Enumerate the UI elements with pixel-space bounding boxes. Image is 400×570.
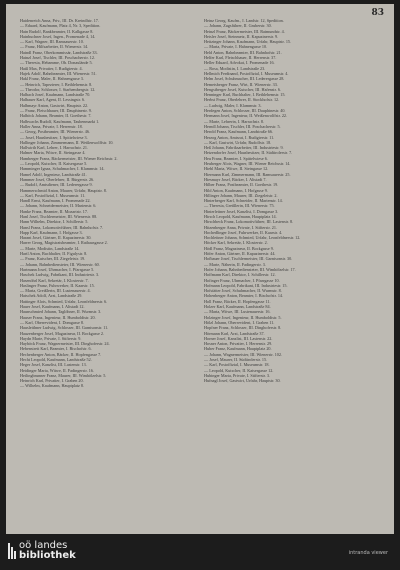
directory-entry: Hofstätter Josef, Schuhmacher, II. Wurmstr. 8. bbox=[204, 288, 282, 294]
directory-entry: — Johann, Schneidermeister, II. Marienstr. 6. bbox=[20, 203, 97, 209]
directory-entry: Helfer Karl, Fleischhauer, II. Herrenstr. 37. bbox=[204, 55, 277, 61]
directory-entry: Handl Ernst, Kaufmann, I. Promenade 22. bbox=[20, 198, 91, 204]
directory-entry: — Karl, Gastwirt, Urfahr, Rudolfstr. 18. bbox=[204, 139, 272, 145]
directory-entry: Haindl Franz, Oberkommissär, Landstraße 33. bbox=[20, 49, 98, 55]
directory-entry: — Josef, Maurer, II. Südtirolerstr. 15. bbox=[204, 357, 268, 362]
directory-entry: Hausleithner Ludwig, Schlosser, III. Garnisonstr. 11. bbox=[20, 325, 109, 331]
directory-entry: Hauer Josef, Kaufmann, I. Altstadt 12. bbox=[20, 304, 85, 310]
library-logo-icon bbox=[8, 541, 16, 561]
directory-entry: Hanl Josef, Tischlermeister, III. Wienerstr. 88. bbox=[20, 213, 98, 219]
right-column bbox=[204, 18, 384, 383]
viewer-credit[interactable]: intranda viewer bbox=[348, 550, 388, 556]
directory-entry: — Josef, Hausbesitzer, I. Spittelwiese 3. bbox=[20, 134, 88, 140]
directory-entry: Hammer Josef, Oberlehrer, II. Bürgerstr. 26. bbox=[20, 176, 95, 182]
directory-entry: — Georg, Postbeamter, III. Wienerstr. 46. bbox=[20, 129, 90, 135]
directory-entry: Hitzenberger Anna, Private, I. Stifterstr. 21. bbox=[204, 224, 277, 230]
directory-entry: Hubinger Maria, Private, I. Stifterstr. 3. bbox=[204, 372, 271, 378]
directory-entry: — Theresia, Greißlerin, III. Wienerstr. 75. bbox=[204, 203, 275, 209]
directory-entry: — Johann, Wagnermeister, III. Wienerstr. 102. bbox=[204, 351, 283, 357]
directory-entry: — Maria, Witwe, III. Lustenauerstr. 16. bbox=[204, 309, 271, 315]
directory-entry: — Marie, Näherin, II. Fadingerstr. 3. bbox=[204, 261, 266, 267]
directory-entry: Höfer Anton, Gärtner, II. Kapuzinerstr. 44. bbox=[204, 251, 276, 257]
directory-entry: Hufnagl Josef, Gastwirt, Urfahr, Hauptstr. 30. bbox=[204, 378, 281, 384]
page-number: 83 bbox=[371, 8, 384, 18]
directory-entry: Halbauer Karl, Agent, II. Lessingstr. 6. bbox=[20, 97, 86, 103]
directory-entry: Hiesmayr Josef, Bäcker, I. Altstadt 7. bbox=[204, 176, 267, 182]
directory-entry: — Karl, Postoffizial, I. Museumstr. 11. bbox=[20, 192, 86, 198]
directory-entry: Haller Anna, Private, I. Herrenstr. 18. bbox=[20, 123, 83, 129]
directory-entry: Held Anton, Bahnbeamter, III. Bahnhofstr. 21. bbox=[204, 49, 282, 55]
directory-entry: Hasenöhrl Karl, Sekretär, I. Klosterstr. 7. bbox=[20, 277, 89, 283]
logo-line-1: oö landes bbox=[19, 540, 68, 551]
directory-entry: — Wilhelm, Kaufmann, Hauptplatz 8. bbox=[20, 383, 85, 389]
left-column bbox=[20, 18, 200, 389]
directory-entry: Hallwirth Karl, Lehrer, I. Harrachstr. 21. bbox=[20, 145, 88, 151]
directory-entry: Heinrich Karl, Privatier, I. Graben 20. bbox=[20, 378, 84, 384]
directory-entry: Hallinger Johann, Zimmermann, II. Weißenwolffstr. 10. bbox=[20, 139, 114, 145]
directory-entry: Harrer Georg, Magistratsbeamter, I. Rathausgasse 2. bbox=[20, 240, 108, 246]
directory-entry: Hofbauer Josef, Tischlermeister, III. Garnisonstr. 30. bbox=[204, 256, 293, 262]
directory-entry: Holl Franz, Bäcker, II. Hopfengasse 11. bbox=[204, 298, 271, 304]
directory-entry: — Maria, Greißlerin, III. Lustenauerstr. 4. bbox=[20, 288, 91, 294]
directory-entry: Hengstberger Josef, Kutscher, III. Hafenstr. 6. bbox=[204, 86, 281, 92]
directory-entry: Hayböck Franz, Wagnermeister, III. Dinghoferstr. 24. bbox=[20, 341, 110, 347]
directory-entry: Horner Josef, Kanzlist, III. Lastenstr. 22. bbox=[204, 335, 273, 341]
directory-entry: Hofmann Leopold, Fabrikant, III. Industriestr. 15. bbox=[204, 282, 288, 288]
directory-entry: Henninger Karl, Buchhalter, I. Bethlehemstr. 15. bbox=[204, 92, 286, 98]
directory-entry: Hainbuchner Josef, Ingen., Promenade 4, 14. bbox=[20, 33, 96, 39]
directory-entry: — Franz, Fleischhauer, III. Dauphinestr. 9. bbox=[20, 108, 92, 114]
directory-entry: Haidenreich Anna, Priv., III. Dr. Kreindlstr. 17. bbox=[20, 18, 99, 23]
viewer-footer bbox=[0, 534, 400, 570]
directory-entry: Helm Josef, Schuhmacher, III. Lederergasse 28. bbox=[204, 76, 285, 82]
directory-entry: Hirschbeck Franz, Lokomotivführer, III. Lastenstr. 8. bbox=[204, 219, 294, 225]
directory-entry: Halbach Josef, Kaufmann, Landstraße 70. bbox=[20, 92, 91, 98]
directory-entry: Hillinger Johann, Maurer, III. Ziegeleistr. 2. bbox=[204, 192, 278, 198]
directory-entry: Hochedlinger Josef, Fuhrwerker, II. Kaarstr. 4. bbox=[204, 229, 283, 235]
directory-entry: Hinterberger Karl, Schneider, II. Marienstr. 14. bbox=[204, 198, 283, 204]
directory-entry: Heger Josef, Kanzlist, III. Lastenstr. 13. bbox=[20, 362, 87, 368]
directory-entry: Hetzendorfer Josef, Hausbesitzer, II. Südtirolerstr. 7. bbox=[204, 150, 293, 156]
directory-entry: Hosner Anton, Privatier, I. Herrenstr. 29. bbox=[204, 341, 273, 347]
directory-entry: Heisler Josef, Steinmetz, II. Kapuzinerstr. 9. bbox=[204, 33, 279, 39]
directory-entry: — Franz, Kutscher, III. Ziegeleistr. 19. bbox=[20, 256, 86, 262]
directory-entry: — Franz, Hilfsarbeiter, II. Wienerstr. 14. bbox=[20, 44, 89, 50]
directory-entry: — Heinrich, Tapezierer, I. Bethlehemstr. 8. bbox=[20, 81, 93, 87]
directory-entry: — Leopold, Kutscher, II. Kaisergasse 5. bbox=[20, 161, 88, 167]
directory-entry: Hölzl Johann, Oberrevident, I. Graben 11. bbox=[204, 319, 275, 325]
directory-entry: — Karl, Oberrevident, I. Domgasse 8. bbox=[20, 319, 85, 325]
directory-entry: Herdegen Anton, Schlosser, III. Dauphinestr. 40. bbox=[204, 108, 286, 114]
directory-entry: Hermann Josef, Ingenieur, II. Weißenwolffstr. 22. bbox=[204, 113, 288, 119]
directory-entry: Hamminger Ignaz, Schuhmacher, I. Klammstr. 14. bbox=[20, 166, 105, 172]
directory-entry: Hammerschmid Anton, Maurer, Urfahr, Hauptstr. 8. bbox=[20, 187, 107, 193]
directory-entry: Hebenstreit Karl, Beamter, I. Bischofstr. 6. bbox=[20, 346, 92, 352]
directory-entry: Hoffmann Karl, Direktor, I. Schillerstr. 12. bbox=[204, 272, 276, 278]
directory-entry: Hörmann Karl, Arzt, Landstraße 37. bbox=[204, 330, 265, 336]
directory-entry: Hofinger Franz, Uhrmacher, I. Pfarrgasse 10. bbox=[204, 277, 280, 283]
directory-entry: Harant Josef, Gärtner, II. Kapuzinerstr. 30. bbox=[20, 235, 92, 241]
directory-entry: Hemetsberger Franz, Wirt, II. Wienerstr. 33. bbox=[204, 81, 278, 87]
directory-entry: Heller Eduard, Advokat, I. Promenade 16. bbox=[204, 60, 275, 66]
directory-entry: — Eduard, Kaufmann, Platz 4, Nr. 3, Spedition. bbox=[20, 23, 101, 29]
directory-entry: Hinterleitner Josef, Kanzlist, I. Domgasse 3. bbox=[204, 208, 279, 214]
directory-entry: Hödl Franz, Magazineur, II. Bockgasse 9. bbox=[204, 245, 274, 251]
directory-entry: — Theresia, Hebamme, Ob. Donaulände 5. bbox=[20, 60, 93, 66]
directory-entry: Herold Franz, Kaufmann, Landstraße 66. bbox=[204, 129, 273, 135]
directory-entry: Holzer Karl, Kaufmann, Landstraße 84. bbox=[204, 304, 271, 310]
directory-entry: Hartmann Josef, Uhrmacher, I. Pfarrgasse 5. bbox=[20, 266, 95, 272]
directory-entry: Heilingbrunner Franz, Maurer, III. Wimhölzelstr. 5. bbox=[20, 372, 107, 378]
directory-entry: — Leopold, Kutscher, II. Kaisergasse 12. bbox=[204, 367, 274, 373]
directory-entry: Holzinger Josef, Ingenieur, II. Humboldtstr. 5. bbox=[204, 314, 282, 320]
directory-entry: Heinz Georg, Kaufm., I. Landstr. 12, Spedition. bbox=[204, 18, 284, 23]
directory-entry: Hamel Adolf, Ingenieur, Landstraße 41. bbox=[20, 171, 87, 177]
directory-entry: Hopfner Franz, Schlosser, III. Dinghoferstr. 8. bbox=[204, 325, 282, 331]
directory-entry: Haschek Ludwig, Fabrikant, III. Industriestr. 3. bbox=[20, 272, 100, 278]
directory-entry: Hamberger Franz, Bäckermeister, III. Wiener Reichsstr. 2. bbox=[20, 155, 118, 161]
directory-entry: — Karl, Wagner, III. Ramsauerstr. 10. bbox=[20, 39, 84, 45]
directory-entry: Heuberger Alois, Wagner, III. Wiener Reichsstr. 14. bbox=[204, 161, 291, 167]
directory-entry: Herbst Franz, Oberlehrer, II. Stockhofstr. 12. bbox=[204, 97, 280, 103]
directory-entry: — Marie, Modistin, Landstraße 14. bbox=[20, 245, 80, 251]
directory-entry: Hainzl Josef, Tischler, III. Poschacherstr. 12. bbox=[20, 55, 95, 61]
directory-entry: Hansl Franz, Lokomotivführer, III. Bahnhofstr. 7. bbox=[20, 224, 104, 230]
document-page bbox=[6, 4, 394, 534]
directory-entry: Hiermann Karl, Zimmermann, III. Ramsauerstr. 25. bbox=[204, 171, 291, 177]
directory-entry: Hatschek Adolf, Arzt, Landstraße 29. bbox=[20, 293, 83, 299]
directory-entry: Hilber Franz, Postbeamter, II. Goethestr. 19. bbox=[204, 182, 279, 188]
directory-entry: — Johann, Bahnbediensteter, III. Wienerstr. 60. bbox=[20, 261, 100, 267]
directory-entry: Halmer Maria, Witwe, II. Steingasse 4. bbox=[20, 150, 86, 156]
directory-entry: Haunschmied Johann, Taglöhner, II. Wurmstr. 3. bbox=[20, 309, 102, 315]
directory-entry: Hiebl Maria, Witwe, II. Steingasse 12. bbox=[204, 166, 269, 172]
directory-entry: Heitzinger Johann, Kaufmann, Urfahr, Hauptstr. 15. bbox=[204, 39, 292, 45]
directory-entry: Happ Karl, Kaufmann, I. Hofgasse 3. bbox=[20, 229, 83, 235]
directory-entry: Hattinger Alois, Schmied, Urfahr, Leonfeldnerstr. 6. bbox=[20, 298, 108, 304]
directory-entry: Hanke Franz, Beamter, II. Mozartstr. 17. bbox=[20, 208, 88, 214]
directory-entry: Heu Franz, Beamter, I. Spittelwiese 6. bbox=[204, 155, 268, 161]
logo-line-2: bibliothek bbox=[19, 550, 76, 561]
directory-entry: Haydn Marie, Private, I. Stifterstr. 9. bbox=[20, 335, 82, 341]
directory-entry: Hain Rudolf, Bankbeamter, II. Kalkgasse 8. bbox=[20, 28, 94, 34]
directory-entry: Halböck Johann, Beamter, II. Goethestr. 7. bbox=[20, 113, 92, 119]
directory-entry: Hochleitner Johann, Schmied, Urfahr, Leonfeldnerstr. 12. bbox=[204, 235, 301, 241]
directory-entry: — Maria, Private, I. Hahnengasse 10. bbox=[204, 44, 268, 50]
directory-entry: Hellmich Ferdinand, Postoffizial, I. Museumstr. 4. bbox=[204, 70, 289, 76]
directory-entry: Hild Anton, Kaufmann, I. Hofgasse 9. bbox=[204, 187, 268, 193]
directory-entry: — Johann, Zugsführer, II. Gruberstr. 30. bbox=[204, 23, 272, 29]
library-logo-text bbox=[19, 541, 76, 561]
directory-entry: Hechenberger Anton, Bäcker, II. Hopfengasse 7. bbox=[20, 351, 102, 357]
directory-entry: Hauzenberger Josef, Magazineur, II. Bockgasse 2. bbox=[20, 330, 105, 336]
directory-entry: — Rosa, Modistin, I. Landstraße 23. bbox=[204, 65, 266, 71]
directory-entry: Heidinger Maria, Witwe, II. Fadingerstr. 16. bbox=[20, 367, 94, 373]
directory-entry: — Rudolf, Amtsdiener, III. Lederergasse 9. bbox=[20, 182, 93, 188]
directory-entry: Hohenberger Anton, Beamter, I. Bischofstr. 14. bbox=[204, 293, 284, 299]
directory-entry: Heinzl Franz, Bäckermeister, III. Raimundstr. 4. bbox=[204, 28, 285, 34]
directory-entry: — Theodor, Schlosser, I. Starhembergstr. 12. bbox=[20, 86, 96, 92]
directory-entry: Hecht Leopold, Kaufmann, Landstraße 52. bbox=[20, 357, 92, 362]
directory-entry: Hauser Franz, Ingenieur, II. Humboldtstr. 20. bbox=[20, 314, 96, 320]
directory-entry: Heß Johann, Fabriksarbeiter, III. Industriestr. 9. bbox=[204, 145, 284, 151]
library-logo[interactable] bbox=[8, 541, 76, 561]
directory-entry: Huber Franz, Kaufmann, Hauptplatz 20. bbox=[204, 346, 272, 352]
directory-entry: Hartl Anton, Buchhalter, II. Figulystr. 8. bbox=[20, 251, 88, 257]
directory-entry: Herndl Johann, Tischler, III. Poschacherstr. 5. bbox=[204, 123, 281, 129]
directory-entry: — Ludwig, Maler, I. Klammstr. 3. bbox=[204, 102, 262, 108]
directory-entry: Haslinger Franz, Fuhrwerker, II. Kaarstr. 15. bbox=[20, 282, 95, 288]
directory-entry: — Marie, Lehrerin, I. Harrachstr. 8. bbox=[204, 118, 264, 124]
directory-entry: Hirsch Leopold, Kaufmann, Hauptplatz 14. bbox=[204, 213, 277, 219]
directory-entry: Halbmayr Anton, Gastwirt, Hauptstr. 22. bbox=[20, 102, 89, 108]
directory-entry: Haiß Max, Privatier, I. Rudigierstr. 4. bbox=[20, 65, 83, 71]
directory-entry: Höcker Karl, Sekretär, I. Klosterstr. 2. bbox=[204, 240, 268, 246]
directory-entry: Hofer Johann, Bahnbediensteter, III. Wimhölzelstr. 17. bbox=[204, 266, 296, 272]
directory-entry: Hajek Adolf, Bahnbeamter, III. Wienerstr. 51. bbox=[20, 70, 97, 76]
directory-entry: Herzog Anton, Amtsrat, I. Rudigierstr. 11. bbox=[204, 134, 275, 140]
directory-entry: Hann Wilhelm, Direktor, I. Schillerstr. 5. bbox=[20, 219, 89, 225]
directory-entry: Halbwachs Rudolf, Kaufmann, Taubenmarkt 1. bbox=[20, 118, 100, 124]
directory-entry: — Karl, Postoffizial, I. Museumstr. 18. bbox=[204, 362, 270, 368]
directory-entry: Hakl Franz, Maler, II. Hahnengasse 3. bbox=[20, 76, 84, 82]
